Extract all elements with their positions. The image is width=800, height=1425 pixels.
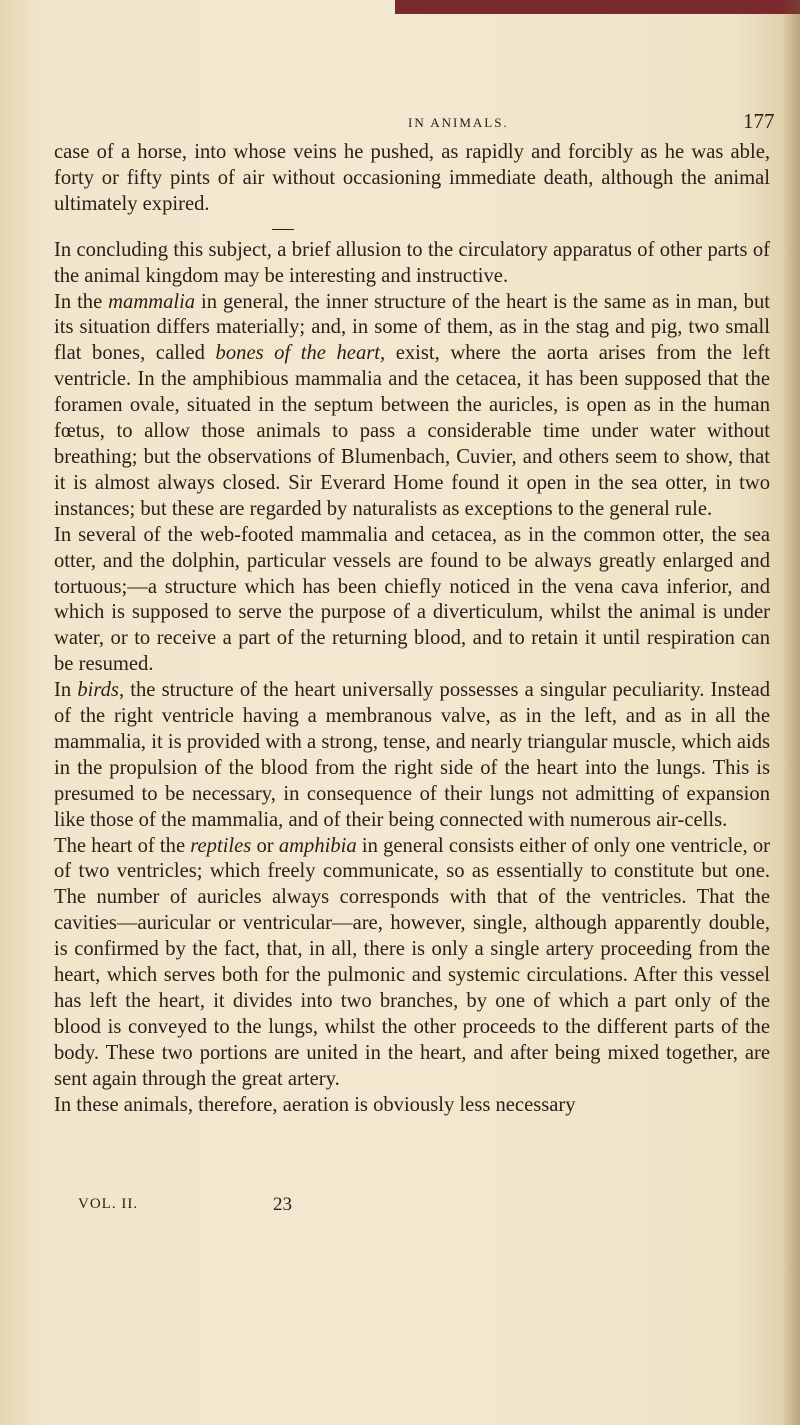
text-run: In these animals, therefore, aeration is obviously less necessary [54, 1093, 576, 1116]
text-run: In several of the web-footed mammalia and cetacea, as in the common otter, the sea otter, and the dolphin, particular vessels are found to be always greatly enlarged and tortuous;—a structure which has been chiefly noticed in the vena cava inferior, and which is supposed to serve the purpose of a diverticulum, whilst the animal is under water, or to receive a part of the returning blood, and to retain it until respiration can be resumed. [54, 523, 770, 676]
paragraph [54, 678, 770, 833]
page-number: 177 [743, 109, 775, 133]
text-run: in general, the inner structure of the heart is the same as in man, but its situation differs materially; and, in some of them, as in the stag and pig, two small flat bones, called [54, 290, 770, 365]
paragraph [54, 834, 770, 1093]
running-head: IN ANIMALS. [408, 115, 509, 130]
text-run: , the structure of the heart universally possesses a singular peculiarity. Instead of the right ventricle having a membranous valve, as in the left, and as in all the mammalia, it is provided with a strong, tense, and nearly triangular muscle, which aids in the propulsion of the blood from the right side of the heart into the lungs. This is presumed to be necessary, in consequence of their lungs not admitting of expansion like those of the mammalia, and of their being connected with numerous air-cells. [54, 679, 771, 831]
body-text [54, 140, 770, 1119]
page-header [0, 105, 800, 135]
paragraph [54, 523, 770, 678]
paragraph [54, 290, 770, 523]
text-run: In the [54, 290, 109, 313]
italic-term: birds [77, 679, 119, 702]
page-footer [78, 1196, 478, 1220]
text-run: exist, where the aorta arises from the left ventricle. In the amphibious mammalia and the cetacea, it has been supposed that the foramen ovale, situated in the septum between the auricles, is open as in the human fœtus, to allow those animals to pass a considerable time under water without breathing; but the observations of Blumenbach, Cuvier, and others seem to show, that it is almost always closed. Sir Everard Home found it open in the sea otter, in two instances; but these are regarded by naturalists as exceptions to the general rule. [54, 342, 770, 520]
page-edge-shadow [782, 0, 800, 1425]
signature-mark: 23 [273, 1194, 292, 1215]
paragraph [54, 140, 770, 218]
italic-term: amphibia [278, 834, 357, 857]
paragraph [54, 238, 770, 290]
text-run: In [54, 679, 78, 702]
page-top-band [395, 0, 800, 14]
volume-label: VOL. II. [78, 1196, 139, 1212]
text-run: or [251, 834, 279, 857]
italic-term: mammalia [108, 290, 196, 313]
text-run: case of a horse, into whose veins he pushed, as rapidly and forcibly as he was able, forty or fifty pints of air without occasioning immediate death, although the animal ultimately expired. [54, 141, 770, 215]
italic-term: reptiles [190, 834, 252, 857]
section-divider [272, 229, 294, 230]
paragraph [54, 1093, 770, 1119]
text-run: The heart of the [54, 834, 191, 857]
text-run: in general consists either of only one ventricle, or of two ventricles; which freely communicate, so as essentially to constitute but one. The number of auricles always corresponds with that of the ventricles. That the cavities—auricular or ventricular—are, however, single, although apparently double, is confirmed by the fact, that, in all, there is only a single artery proceeding from the heart, which serves both for the pulmonic and systemic circulations. After this vessel has left the heart, it divides into two branches, by one of which a part only of the blood is conveyed to the lungs, whilst the other proceeds to the different parts of the body. These two portions are united in the heart, and after being mixed together, are sent again through the great artery. [54, 834, 771, 1090]
italic-term: bones of the heart, [215, 342, 386, 365]
text-run: In concluding this subject, a brief allusion to the circulatory apparatus of other parts of the animal kingdom may be interesting and instructive. [54, 238, 770, 287]
